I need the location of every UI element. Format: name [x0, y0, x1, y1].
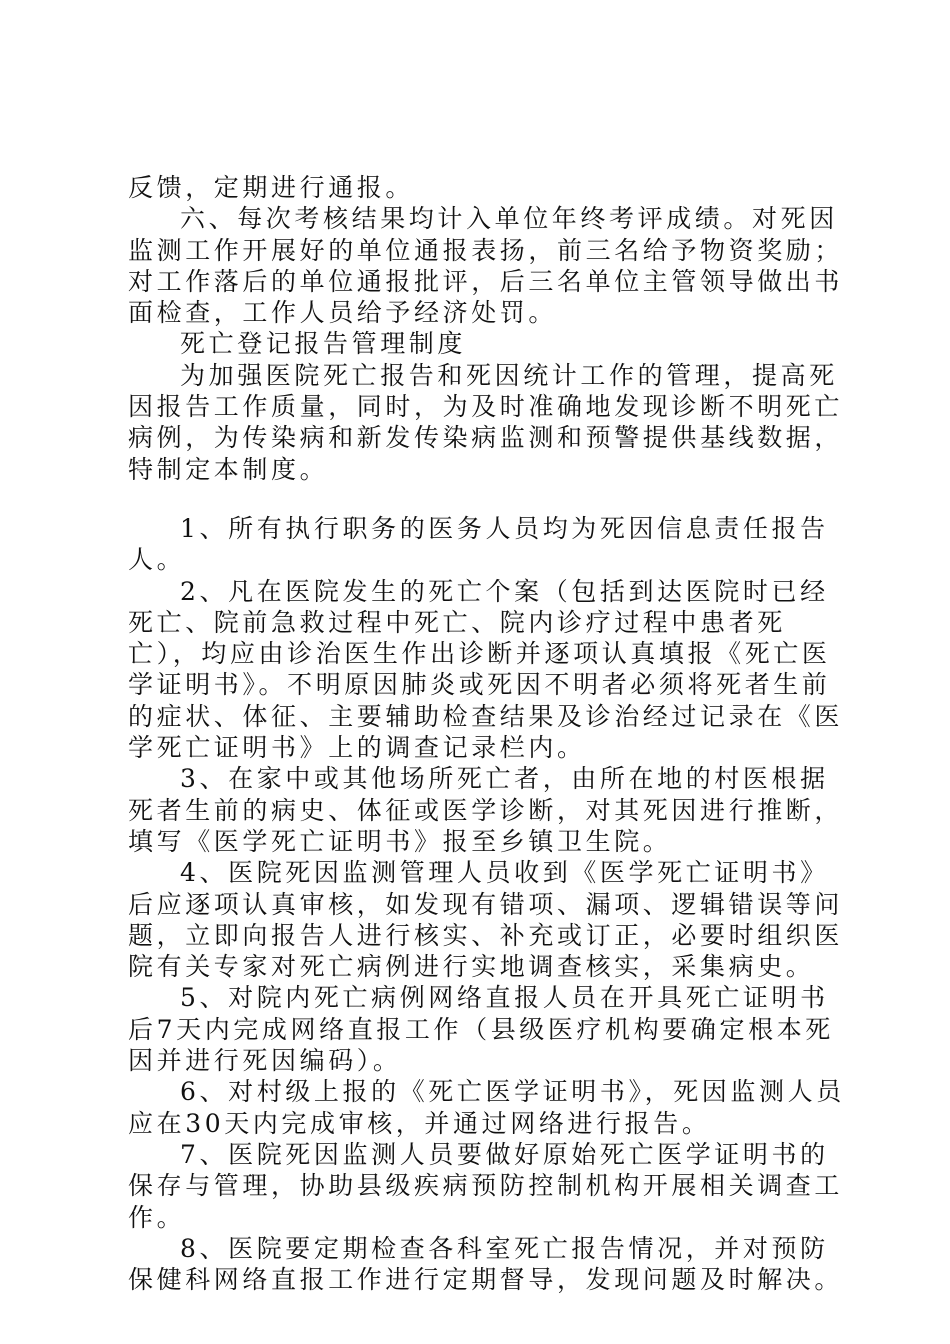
paragraph-rule-4: 4、医院死因监测管理人员收到《医学死亡证明书》后应逐项认真审核，如发现有错项、漏项、逻辑错误等问题，立即向报告人进行核实、补充或订正，必要时组织医院有关专家对死亡病例进行实地调查核实，采集病史。	[128, 858, 844, 982]
paragraph-rule-3: 3、在家中或其他场所死亡者，由所在地的村医根据死者生前的病史、体征或医学诊断，对其死因进行推断，填写《医学死亡证明书》报至乡镇卫生院。	[128, 764, 844, 856]
paragraph-rule-5: 5、对院内死亡病例网络直报人员在开具死亡证明书后7天内完成网络直报工作（县级医疗机构要确定根本死因并进行死因编码）。	[128, 983, 834, 1076]
paragraph-rule-8: 8、医院要定期检查各科室死亡报告情况，并对预防保健科网络直报工作进行定期督导，发现问题及时解决。	[128, 1233, 844, 1295]
paragraph-purpose: 为加强医院死亡报告和死因统计工作的管理，提高死因报告工作质量，同时，为及时准确地发现诊断不明死亡病例，为传染病和新发传染病监测和预警提供基线数据，特制定本制度。	[128, 360, 844, 484]
paragraph-rule-2: 2、凡在医院发生的死亡个案（包括到达医院时已经死亡、院前急救过程中死亡、院内诊疗过程中患者死亡），均应由诊治医生作出诊断并逐项认真填报《死亡医学证明书》。不明原因肺炎或死因不明者必须将死者生前的症状、体征、主要辅助检查结果及诊治经过记录在《医学死亡证明书》上的调查记录栏内。	[128, 576, 844, 763]
paragraph-rule-6: 6、对村级上报的《死亡医学证明书》，死因监测人员应在30天内完成审核，并通过网络进行报告。	[128, 1077, 845, 1138]
paragraph-rule-1: 1、所有执行职务的医务人员均为死因信息责任报告人。	[128, 513, 829, 575]
paragraph-item-six-assessment: 六、每次考核结果均计入单位年终考评成绩。对死因监测工作开展好的单位通报表扬，前三名给予物资奖励；对工作落后的单位通报批评，后三名单位主管领导做出书面检查，工作人员给予经济处罚。	[128, 204, 844, 328]
paragraph-feedback-continuation: 反馈，定期进行通报。	[128, 173, 415, 202]
document-body	[128, 172, 848, 1295]
paragraph-rule-7: 7、医院死因监测人员要做好原始死亡医学证明书的保存与管理，协助县级疾病预防控制机构开展相关调查工作。	[128, 1139, 844, 1232]
section-title: 死亡登记报告管理制度	[180, 329, 467, 359]
